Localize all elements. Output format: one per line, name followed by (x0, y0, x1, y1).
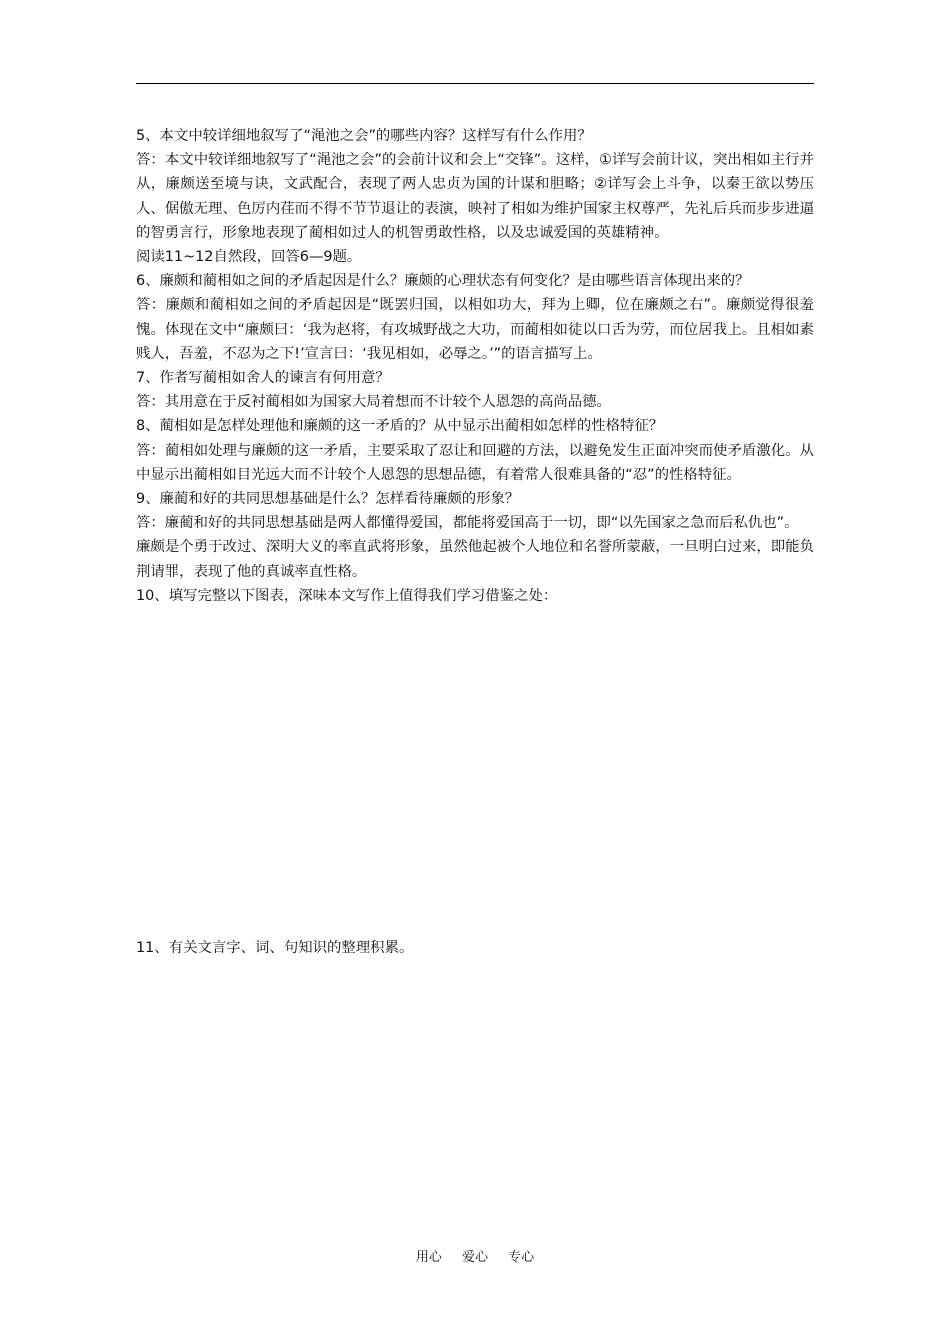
question-6: 6、廉颇和蔺相如之间的矛盾起因是什么？廉颇的心理状态有何变化？是由哪些语言体现出来的？ (136, 273, 750, 290)
footer-word-1: 用心 (415, 1250, 442, 1265)
reading-instruction: 阅读11~12自然段，回答6—9题。 (136, 249, 362, 266)
footer-word-2: 爱心 (461, 1250, 488, 1265)
answer-8: 答：蔺相如处理与廉颇的这一矛盾，主要采取了忍让和回避的方法，以避免发生正面冲突而使矛盾激化。从中显示出蔺相如目光远大而不计较个人恩怨的思想品德，有着常人很难具备的“忍”的性格特征。 (136, 442, 814, 483)
answer-9: 答：廉蔺和好的共同思想基础是两人都懂得爱国，都能将爱国高于一切，即“以先国家之急而后私仇也”。 (136, 515, 799, 532)
answer-6: 答：廉颇和蔺相如之间的矛盾起因是“既罢归国，以相如功大，拜为上卿，位在廉颇之右”。廉颇觉得很羞愧。体现在文中“廉颇曰：‘我为赵将，有攻城野战之大功，而蔺相如徒以口舌为劳，而位居我上。且相如素贱人，吾羞，不忍为之下!’宣言曰：‘我见相如，必辱之。’”的语言描写上。 (136, 297, 814, 362)
question-7: 7、作者写蔺相如舍人的谏言有何用意？ (136, 370, 390, 387)
question-5: 5、本文中较详细地叙写了“渑池之会”的哪些内容？这样写有什么作用？ (136, 128, 592, 144)
footer-word-3: 专心 (508, 1250, 535, 1265)
chart-blank-area (136, 608, 814, 936)
answer-7: 答：其用意在于反衬蔺相如为国家大局着想而不计较个人恩怨的高尚品德。 (136, 394, 611, 411)
answer-5: 答：本文中较详细地叙写了“渑池之会”的会前计议和会上“交锋”。这样，①详写会前计议，突出相如主行并从，廉颇送至境与诀，文武配合，表现了两人忠贞为国的计谋和胆略；②详写会上斗争，以秦王欲以势压人、倨傲无理、色厉内荏而不得不节节退让的表演，映衬了相如为维护国家主权尊严，先礼后兵而步步进逼的智勇言行，形象地表现了蔺相如过人的机智勇敢性格，以及忠诚爱国的英雄精神。 (136, 152, 814, 241)
question-10: 10、填写完整以下图表，深味本文写作上值得我们学习借鉴之处： (136, 587, 558, 604)
question-8: 8、蔺相如是怎样处理他和廉颇的这一矛盾的？从中显示出蔺相如怎样的性格特征？ (136, 418, 664, 435)
question-11: 11、有关文言字、词、句知识的整理积累。 (136, 940, 414, 957)
question-9: 9、廉蔺和好的共同思想基础是什么？怎样看待廉颇的形象？ (136, 491, 520, 508)
page-footer (0, 1248, 950, 1268)
header-rule (136, 83, 814, 84)
answer-9-continued: 廉颇是个勇于改过、深明大义的率直武将形象，虽然他起被个人地位和名誉所蒙蔽，一旦明白过来，即能负荆请罪，表现了他的真诚率直性格。 (136, 539, 814, 580)
document-body (136, 124, 814, 960)
